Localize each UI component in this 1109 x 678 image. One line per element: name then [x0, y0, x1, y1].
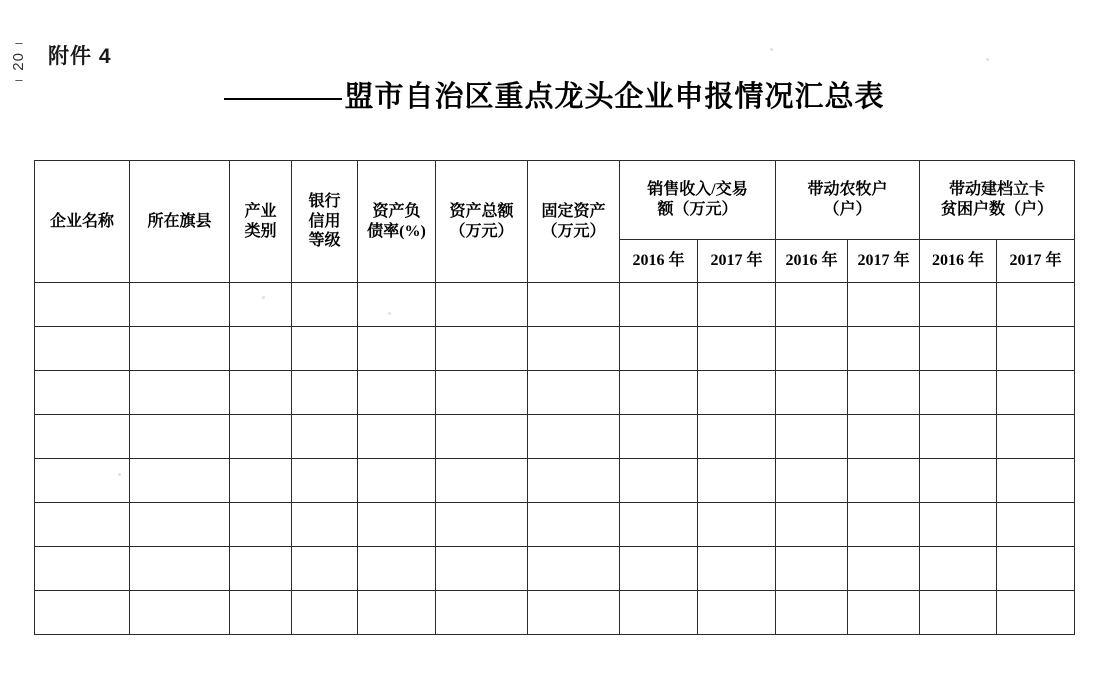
table-cell[interactable]	[776, 283, 848, 327]
table-cell[interactable]	[620, 459, 698, 503]
table-cell[interactable]	[230, 547, 292, 591]
column-header-fixed-assets: 固定资产 （万元）	[528, 161, 620, 283]
table-row	[35, 283, 1075, 327]
table-cell[interactable]	[776, 503, 848, 547]
table-cell[interactable]	[528, 459, 620, 503]
page-number: 20	[9, 52, 27, 71]
table-cell[interactable]	[698, 503, 776, 547]
table-cell[interactable]	[436, 371, 528, 415]
table-cell[interactable]	[848, 547, 920, 591]
table-cell[interactable]	[620, 371, 698, 415]
table-cell[interactable]	[292, 283, 358, 327]
table-cell[interactable]	[620, 327, 698, 371]
table-cell[interactable]	[436, 459, 528, 503]
table-row	[35, 327, 1075, 371]
column-header-total-assets: 资产总额 （万元）	[436, 161, 528, 283]
table-header	[35, 161, 1075, 283]
table-cell[interactable]	[776, 459, 848, 503]
table-cell[interactable]	[230, 459, 292, 503]
table-cell[interactable]	[130, 283, 230, 327]
table-cell[interactable]	[848, 591, 920, 635]
table-cell[interactable]	[920, 371, 997, 415]
table-cell[interactable]	[997, 591, 1075, 635]
column-header-enterprise-name: 企业名称	[35, 161, 130, 283]
table-cell[interactable]	[358, 459, 436, 503]
table-cell[interactable]	[776, 591, 848, 635]
table-cell[interactable]	[35, 591, 130, 635]
table-cell[interactable]	[848, 283, 920, 327]
table-cell[interactable]	[698, 371, 776, 415]
table-cell[interactable]	[230, 503, 292, 547]
table-cell[interactable]	[436, 503, 528, 547]
column-header-poor-2016: 2016 年	[920, 240, 997, 283]
table-cell[interactable]	[292, 415, 358, 459]
table-cell[interactable]	[35, 371, 130, 415]
column-header-poor-2017: 2017 年	[997, 240, 1075, 283]
table-cell[interactable]	[620, 415, 698, 459]
table-cell[interactable]	[620, 283, 698, 327]
table-cell[interactable]	[848, 327, 920, 371]
table-cell[interactable]	[528, 283, 620, 327]
table-cell[interactable]	[997, 547, 1075, 591]
table-cell[interactable]	[130, 415, 230, 459]
table-cell[interactable]	[920, 503, 997, 547]
table-cell[interactable]	[230, 591, 292, 635]
scan-speckle	[388, 312, 391, 315]
table-cell[interactable]	[292, 371, 358, 415]
table-cell[interactable]	[130, 503, 230, 547]
table-cell[interactable]	[358, 503, 436, 547]
table-cell[interactable]	[35, 503, 130, 547]
table-cell[interactable]	[698, 327, 776, 371]
table-cell[interactable]	[292, 591, 358, 635]
table-cell[interactable]	[920, 459, 997, 503]
table-row	[35, 415, 1075, 459]
column-header-asset-liability-ratio: 资产负 债率(%)	[358, 161, 436, 283]
table-cell[interactable]	[920, 415, 997, 459]
table-cell[interactable]	[848, 503, 920, 547]
table-cell[interactable]	[776, 547, 848, 591]
table-cell[interactable]	[358, 591, 436, 635]
table-cell[interactable]	[776, 415, 848, 459]
table-cell[interactable]	[528, 371, 620, 415]
table-body	[35, 283, 1075, 635]
title-fill-blank	[224, 98, 342, 100]
table-cell[interactable]	[920, 283, 997, 327]
column-header-sales-2016: 2016 年	[620, 240, 698, 283]
table-cell[interactable]	[997, 415, 1075, 459]
table-cell[interactable]	[528, 547, 620, 591]
table-row	[35, 371, 1075, 415]
table-cell[interactable]	[230, 371, 292, 415]
table-cell[interactable]	[35, 283, 130, 327]
table-cell[interactable]	[35, 415, 130, 459]
column-header-industry-category: 产业 类别	[230, 161, 292, 283]
document-title-text: 盟市自治区重点龙头企业申报情况汇总表	[344, 81, 885, 113]
table-cell[interactable]	[130, 459, 230, 503]
table-cell[interactable]	[436, 591, 528, 635]
table-cell[interactable]	[920, 591, 997, 635]
table-cell[interactable]	[358, 327, 436, 371]
table-cell[interactable]	[698, 283, 776, 327]
table-cell[interactable]	[528, 503, 620, 547]
column-header-bank-credit-rating: 银行 信用 等级	[292, 161, 358, 283]
table-cell[interactable]	[698, 415, 776, 459]
scan-speckle	[118, 473, 121, 476]
table-cell[interactable]	[292, 459, 358, 503]
table-cell[interactable]	[292, 327, 358, 371]
table-row	[35, 591, 1075, 635]
table-cell[interactable]	[528, 327, 620, 371]
scan-speckle	[262, 296, 265, 299]
table-cell[interactable]	[848, 415, 920, 459]
table-cell[interactable]	[997, 371, 1075, 415]
table-cell[interactable]	[620, 591, 698, 635]
table-cell[interactable]	[436, 283, 528, 327]
table-cell[interactable]	[848, 459, 920, 503]
table-cell[interactable]	[848, 371, 920, 415]
column-header-farmers-2017: 2017 年	[848, 240, 920, 283]
table-row	[35, 503, 1075, 547]
page-marker-bottom-dash: –	[15, 71, 23, 87]
summary-table	[34, 160, 1075, 635]
column-header-county: 所在旗县	[130, 161, 230, 283]
table-cell[interactable]	[130, 327, 230, 371]
table-cell[interactable]	[358, 547, 436, 591]
scan-speckle	[986, 58, 989, 61]
column-header-sales-income: 销售收入/交易 额（万元）	[620, 161, 776, 240]
table-cell[interactable]	[698, 547, 776, 591]
table-cell[interactable]	[35, 547, 130, 591]
table-cell[interactable]	[358, 283, 436, 327]
table-cell[interactable]	[130, 371, 230, 415]
table-cell[interactable]	[35, 459, 130, 503]
column-header-poor-households-driven: 带动建档立卡 贫困户数（户）	[920, 161, 1075, 240]
page-marker-top-dash: –	[15, 35, 23, 50]
table-cell[interactable]	[997, 283, 1075, 327]
table-cell[interactable]	[920, 547, 997, 591]
attachment-label: 附件 4	[48, 45, 112, 68]
document-title-container	[0, 71, 1109, 115]
table-cell[interactable]	[620, 547, 698, 591]
table-cell[interactable]	[528, 591, 620, 635]
table-cell[interactable]	[130, 547, 230, 591]
table-cell[interactable]	[230, 415, 292, 459]
table-cell[interactable]	[358, 371, 436, 415]
table-cell[interactable]	[698, 459, 776, 503]
table-cell[interactable]	[130, 591, 230, 635]
table-cell[interactable]	[620, 503, 698, 547]
table-row	[35, 459, 1075, 503]
table-cell[interactable]	[997, 459, 1075, 503]
table-cell[interactable]	[230, 283, 292, 327]
table-cell[interactable]	[35, 327, 130, 371]
page-title	[224, 74, 884, 115]
table-cell[interactable]	[292, 503, 358, 547]
table-header-row-main	[35, 161, 1075, 240]
scan-speckle	[770, 48, 773, 51]
table-cell[interactable]	[997, 503, 1075, 547]
table-cell[interactable]	[997, 327, 1075, 371]
table-row	[35, 547, 1075, 591]
table-cell[interactable]	[292, 547, 358, 591]
table-cell[interactable]	[436, 327, 528, 371]
table-cell[interactable]	[528, 415, 620, 459]
column-header-farmers-driven: 带动农牧户 （户）	[776, 161, 920, 240]
column-header-farmers-2016: 2016 年	[776, 240, 848, 283]
table-cell[interactable]	[436, 547, 528, 591]
table-cell[interactable]	[358, 415, 436, 459]
table-cell[interactable]	[920, 327, 997, 371]
table-cell[interactable]	[776, 327, 848, 371]
table-cell[interactable]	[436, 415, 528, 459]
table-cell[interactable]	[230, 327, 292, 371]
table-cell[interactable]	[698, 591, 776, 635]
column-header-sales-2017: 2017 年	[698, 240, 776, 283]
table-cell[interactable]	[776, 371, 848, 415]
